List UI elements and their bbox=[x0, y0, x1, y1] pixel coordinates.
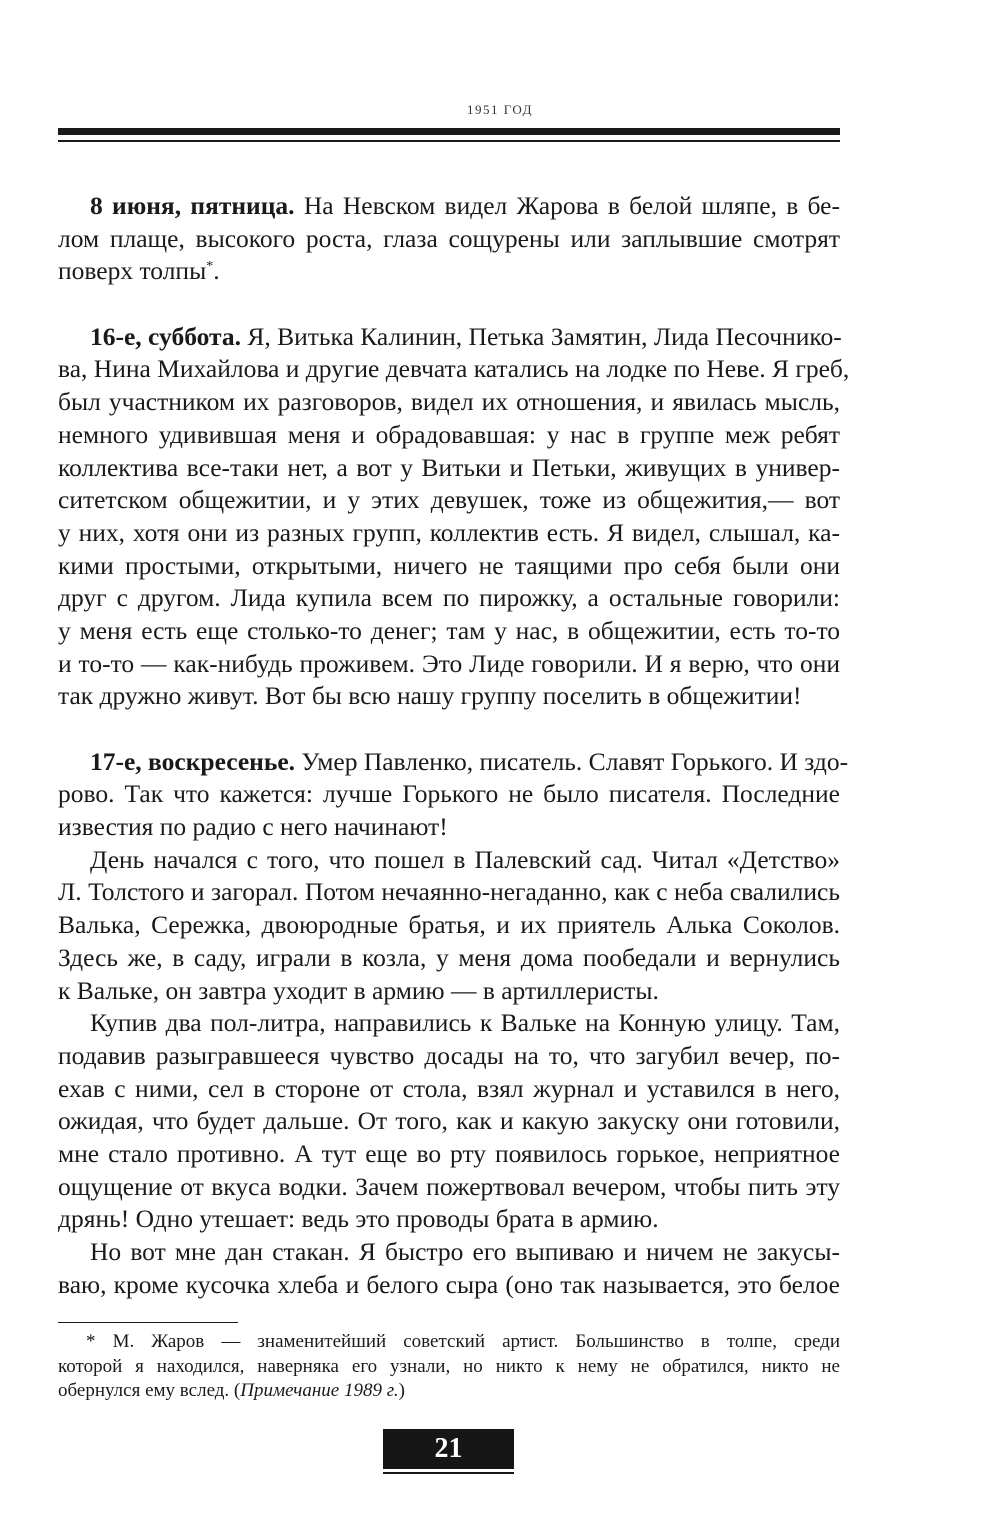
diary-body bbox=[58, 190, 850, 1301]
entry-2-line-7: у них, хотя они из разных групп, коллектив есть. Я видел, слышал, ка- bbox=[58, 517, 840, 547]
footnote-rule bbox=[58, 1322, 238, 1323]
entry-1-date: 8 июня, пятница. bbox=[90, 191, 295, 220]
entry-1-line-2: лом плаще, высокого роста, глаза сощурены или заплывшие смотрят bbox=[58, 223, 840, 253]
entry-3-p1-line-2: Л. Толстого и загорал. Потом нечаянно-негаданно, как с неба свалились bbox=[58, 877, 840, 907]
page-number-rule bbox=[383, 1472, 514, 1474]
footnote-line-2: которой я находился, наверняка его узнали, но никто к нему не обратился, никто не bbox=[58, 1355, 840, 1377]
entry-3-line-1: 17-е, воскресенье. Умер Павленко, писатель. Славят Горького. И здо- bbox=[90, 746, 849, 776]
entry-3-p1-line-1: День начался с того, что пошел в Палевский сад. Читал «Детство» bbox=[90, 844, 840, 874]
entry-2-line-12: так дружно живут. Вот бы всю нашу группу поселить в общежитии! bbox=[58, 681, 802, 711]
header-rule-thin bbox=[58, 140, 840, 142]
header-rule-thick bbox=[58, 128, 840, 135]
entry-1-line-3: поверх толпы*. bbox=[58, 256, 220, 286]
footnote-mark: * bbox=[206, 259, 214, 275]
entry-3-p1-line-4: Здесь же, в саду, играли в козла, у меня дома пообедали и вернулись bbox=[58, 942, 840, 972]
entry-3-p3-line-2: ваю, кроме кусочка хлеба и белого сыра (оно так называется, это белое bbox=[58, 1269, 840, 1299]
entry-3-p2-line-7: дрянь! Одно утешает: ведь это проводы брата в армию. bbox=[58, 1204, 659, 1234]
entry-3-date: 17-е, воскресенье. bbox=[90, 746, 296, 776]
entry-2-line-2: ва, Нина Михайлова и другие девчата катались на лодке по Неве. Я греб, bbox=[58, 354, 850, 384]
running-head: 1951 ГОД bbox=[466, 102, 534, 117]
entry-3-p2-line-6: ощущение от вкуса водки. Зачем пожертвовал вечером, чтобы пить эту bbox=[58, 1171, 840, 1201]
entry-2-line-4: немного удивившая меня и обрадовавшая: у нас в группе меж ребят bbox=[58, 419, 840, 449]
entry-3-p2-line-5: мне стало противно. А тут еще во рту появилось горькое, неприятное bbox=[58, 1138, 840, 1168]
entry-3-p3-line-1: Но вот мне дан стакан. Я быстро его выпиваю и ничем не закусы- bbox=[90, 1237, 840, 1266]
footnote bbox=[58, 1330, 840, 1404]
footnote-star: * bbox=[86, 1331, 96, 1352]
entry-2-date: 16-е, суббота. bbox=[90, 321, 241, 351]
footnote-line-1: * М. Жаров — знаменитейший советский артист. Большинство в толпе, среди bbox=[86, 1331, 840, 1352]
entry-1-line-1: 8 июня, пятница. На Невском видел Жарова в белой шляпе, в бе- bbox=[90, 191, 840, 220]
entry-2-line-3: был участником их разговоров, видел их отношения, и явилась мысль, bbox=[58, 387, 840, 417]
entry-2-line-10: у меня есть еще столько-то денег; там у нас, в общежитии, есть то-то bbox=[58, 615, 840, 645]
entry-2-line-1: 16-е, суббота. Я, Витька Калинин, Петька Замятин, Лида Песочнико- bbox=[90, 321, 842, 351]
entry-2-line-8: кими простыми, открытыми, ничего не таящими про себя были они bbox=[58, 550, 840, 580]
entry-3-p2-line-1: Купив два пол-литра, направились к Вальке на Конную улицу. Там, bbox=[90, 1008, 840, 1038]
entry-3-line-3: известия по радио с него начинают! bbox=[58, 812, 448, 842]
footnote-note-italic: Примечание 1989 г. bbox=[240, 1380, 399, 1402]
footnote-line-3: обернулся ему вслед. (Примечание 1989 г.) bbox=[58, 1380, 405, 1402]
entry-3-p2-line-4: ожидая, что будет дальше. От того, как и какую закуску они готовили, bbox=[58, 1106, 840, 1136]
entry-2-line-11: и то-то — как-нибудь проживем. Это Лиде говорили. И я верю, что они bbox=[58, 648, 840, 678]
page-number: 21 bbox=[383, 1429, 514, 1469]
entry-2-line-5: коллектива все-таки нет, а вот у Витьки и Петьки, живущих в универ- bbox=[58, 452, 840, 482]
entry-3-p2-line-2: подавив разыгравшееся чувство досады на то, что загубил вечер, по- bbox=[58, 1040, 840, 1070]
entry-2-line-9: друг с другом. Лида купила всем по пирожку, а остальные говорили: bbox=[58, 583, 840, 613]
entry-3-p1-line-5: к Вальке, он завтра уходит в армию — в артиллеристы. bbox=[58, 975, 659, 1005]
entry-2-line-6: ситетском общежитии, и у этих девушек, тоже из общежития,— вот bbox=[58, 485, 840, 515]
entry-3-p2-line-3: ехав с ними, сел в стороне от стола, взял журнал и уставился в него, bbox=[58, 1073, 840, 1103]
entry-3-p1-line-3: Валька, Сережка, двоюродные братья, и их приятель Алька Соколов. bbox=[58, 910, 840, 940]
entry-3-line-2: рово. Так что кажется: лучше Горького не было писателя. Последние bbox=[58, 779, 840, 809]
